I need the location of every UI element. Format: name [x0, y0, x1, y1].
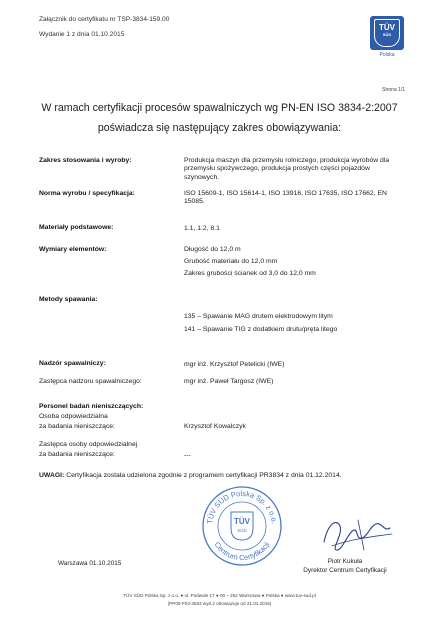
signer-name: Piotr Kukuła [327, 558, 363, 565]
annex-reference: Załącznik do certyfikatu nr TSP-3834-159.00 [39, 16, 170, 23]
stamp-logo-text: TÜV [234, 517, 250, 526]
scope-value: Produkcja maszyn dla przemysłu rolniczego, produkcja wyrobów dla przemysłu spożywczego, produkcja prostych części pojazdów szynowych. [184, 157, 390, 181]
page-title-line2: poświadcza się następujący zakres obowiązywania: [97, 122, 342, 134]
form-reference: (PP05-F03-3834 wyd.2 obowiązuje od 21.01.2015) [167, 601, 272, 606]
page-title-line1: W ramach certyfikacji procesów spawalniczych wg PN-EN ISO 3834-2:2007 [41, 102, 398, 114]
remarks-label: UWAGI: [39, 472, 65, 479]
dimension-item: Długość do 12,0 m [184, 246, 241, 253]
tuv-logo-country: Polska [379, 52, 395, 58]
ndt-deputy-label: Zastępca osoby odpowiedzialnej [39, 441, 138, 448]
ndt-deputy-label: za badania nieniszczące: [39, 451, 115, 458]
company-footer: TÜV SÜD Polska Sp. z o.o. ● ul. Podwale 17 ● 00 – 252 Warszawa ● Polska ● www.tuv-sud.pl [123, 593, 316, 598]
supervision-value: mgr inż. Krzysztof Petelicki (IWE) [184, 361, 285, 368]
materials-label: Materiały podstawowe: [39, 224, 114, 231]
tuv-logo-text: TÜV [379, 23, 395, 32]
dimensions-label: Wymiary elementów: [39, 246, 107, 253]
supervision-label: Nadzór spawalniczy: [39, 360, 106, 367]
remarks-text: Certyfikacja została udzielona zgodnie z programem certyfikacji PR3834 z dnia 01.12.2014. [66, 472, 342, 479]
ndt-responsible-label: za badania nieniszczące: [39, 423, 115, 430]
materials-value: 1.1, 1.2, 8.1 [184, 225, 220, 232]
issue-date: Wydanie 1 z dnia 01.10.2015 [39, 31, 125, 38]
ndt-responsible-value: Krzysztof Kowalczyk [184, 423, 246, 430]
ndt-label: Personel badań nieniszczących: [39, 403, 144, 410]
ndt-responsible-label: Osoba odpowiedzialna [39, 413, 108, 420]
norm-value: ISO 15609-1, ISO 15614-1, ISO 13916, ISO 17635, ISO 17662, EN 15085. [184, 190, 387, 206]
deputy-value: mgr inż. Paweł Targosz (IWE) [184, 378, 274, 385]
stamp-logo-icon [231, 512, 253, 540]
ndt-deputy-value: --- [184, 452, 191, 459]
place-date: Warszawa 01.10.2015 [58, 560, 122, 567]
page-number: Strona 1/1 [382, 87, 406, 93]
dimension-item: Zakres grubości ścianek od 3,0 do 12,0 mm [184, 270, 316, 277]
norm-label: Norma wyrobu / specyfikacja: [39, 190, 135, 197]
methods-label: Metody spawania: [39, 296, 98, 303]
tuv-logo [370, 16, 404, 60]
scope-label: Zakres stosowania i wyroby: [39, 157, 132, 164]
remarks [39, 472, 342, 479]
deputy-label: Zastępca nadzoru spawalniczego: [39, 378, 142, 385]
stamp-bottom-text: Centrum Certyfikacji [212, 540, 272, 563]
stamp-logo-sub: SÜD [237, 528, 247, 533]
signer-title: Dyrektor Centrum Certyfikacji [303, 567, 387, 574]
tuv-logo-sub: SÜD [382, 32, 392, 37]
dimension-item: Grubość materiału do 12,0 mm [184, 258, 278, 265]
stamp-top-text: TÜV SÜD Polska Sp. z o.o. [205, 488, 279, 525]
method-item: 135 – Spawanie MAG drutem elektrodowym litym [184, 313, 333, 320]
certification-stamp [200, 484, 284, 568]
signature-icon [318, 510, 396, 558]
method-item: 141 – Spawanie TIG z dodatkiem drutu/pręta litego [184, 326, 338, 333]
